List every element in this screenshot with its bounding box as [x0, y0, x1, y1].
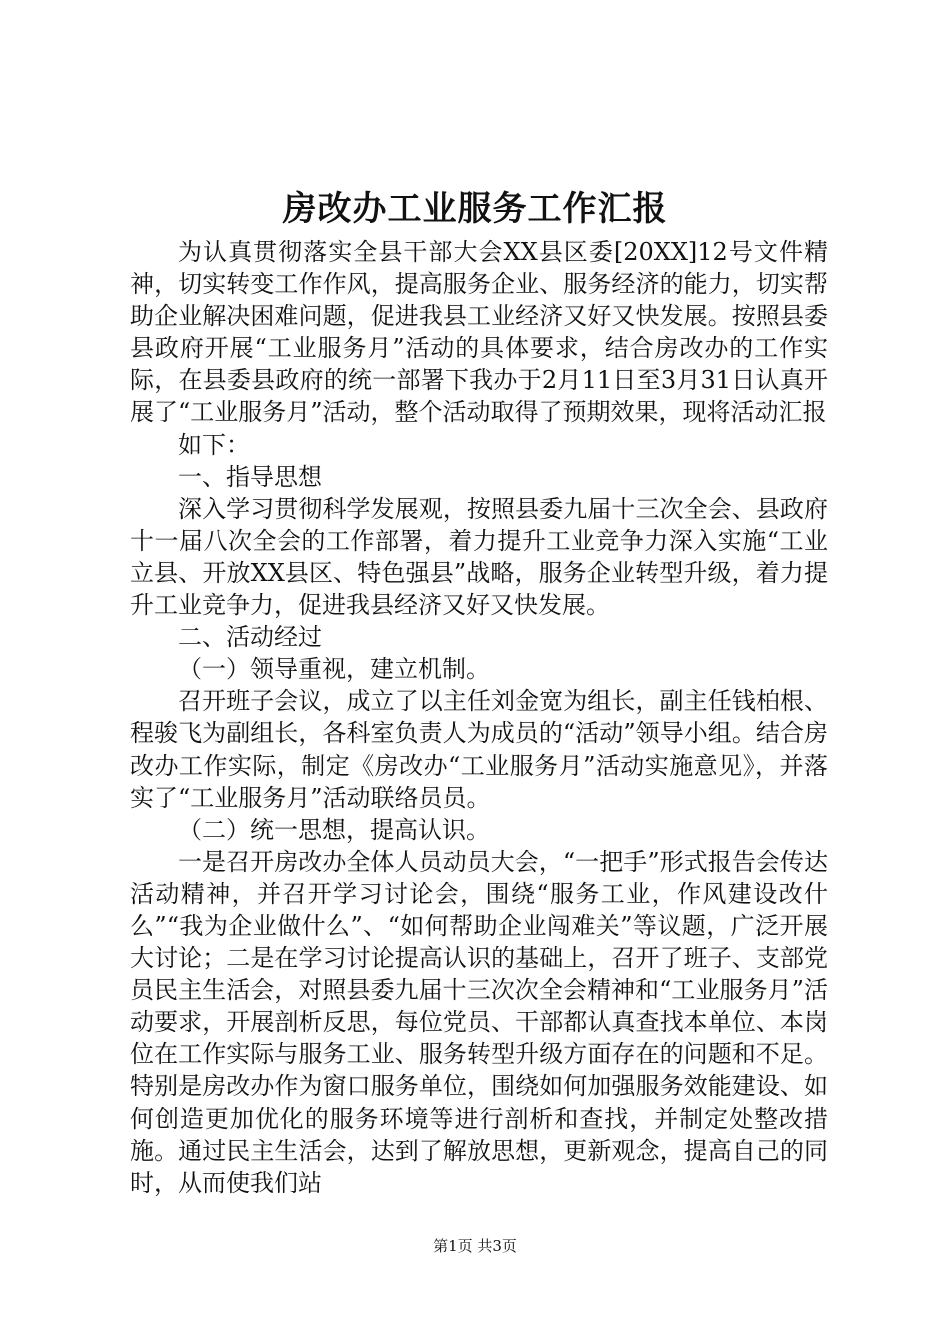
paragraph-as-follows: 如下： — [178, 430, 250, 459]
paragraph-unify-thinking: 一是召开房改办全体人员动员大会，“一把手”形式报告会传达活动精神，并召开学习讨论会，围绕“服务工业，作风建设改什么”“我为企业做什么”、“如何帮助企业闯难关”等议题，广泛开展大讨论；二是在学习讨论提高认识的基础上，召开了班子、支部党员民主生活会，对照县委九届十三次次全会精神和“工业服务月”活动要求，开展剖析反思，每位党员、干部都认真查找本单位、本岗位在工作实际与服务工业、服务转型升级方面存在的问题和不足。特别是房改办作为窗口服务单位，围绕如何加强服务效能建设、如何创造更加优化的服务环境等进行剖析和查找，并制定处整改措施。通过民主生活会，达到了解放思想，更新观念，提高自己的同时，从而使我们站 — [130, 847, 828, 1197]
subheading-leadership: （一）领导重视，建立机制。 — [178, 655, 490, 684]
paragraph-guiding-ideology: 深入学习贯彻科学发展观，按照县委九届十三次全会、县政府十一届八次全会的工作部署，着力提升工业竞争力深入实施“工业立县、开放XX县区、特色强县”战略，服务企业转型升级，着力提升工业竞争力，促进我县经济又好又快发展。 — [130, 494, 828, 620]
document-title: 房改办工业服务工作汇报 — [282, 189, 668, 229]
document-body — [130, 236, 828, 1199]
page-footer: 第1页 共3页 — [433, 1237, 517, 1255]
subheading-unify-thinking: （二）统一思想，提高认识。 — [178, 815, 490, 844]
paragraph-leadership: 召开班子会议，成立了以主任刘金宽为组长，副主任钱柏根、程骏飞为副组长，各科室负责人为成员的“活动”领导小组。结合房改办工作实际，制定《房改办“工业服务月”活动实施意见》，并落实了“工业服务月”活动联络员员。 — [130, 687, 828, 812]
section-heading-activity-process: 二、活动经过 — [178, 623, 322, 652]
section-heading-guiding-ideology: 一、指导思想 — [178, 462, 322, 491]
paragraph-intro: 为认真贯彻落实全县干部大会XX县区委[20XX]12号文件精神，切实转变工作作风，提高服务企业、服务经济的能力，切实帮助企业解决困难问题，促进我县工业经济又好又快发展。按照县委县政府开展“工业服务月”活动的具体要求，结合房改办的工作实际，在县委县政府的统一部署下我办于2月11日至3月31日认真开展了“工业服务月”活动，整个活动取得了预期效果，现将活动汇报 — [130, 238, 828, 427]
